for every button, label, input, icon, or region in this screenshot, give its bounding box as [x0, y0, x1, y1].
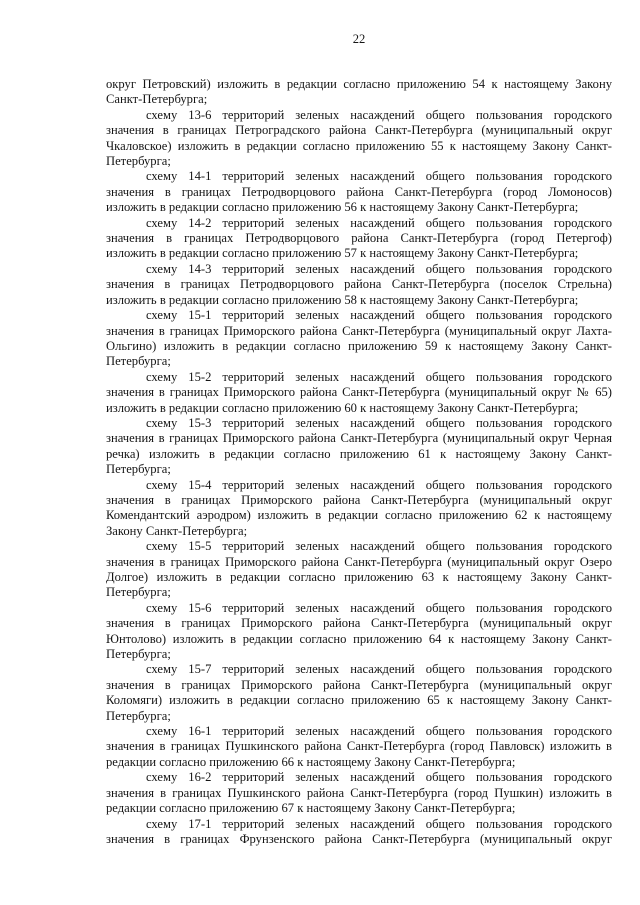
- page-number: 22: [352, 32, 366, 46]
- paragraph: [106, 416, 612, 478]
- paragraph: [106, 169, 612, 215]
- text-line: Петербурга;: [106, 708, 171, 723]
- paragraph: [106, 262, 612, 308]
- paragraph: [106, 770, 612, 816]
- text-line: значения в границах Приморского района Санкт-Петербурга (муниципальный округ: [106, 677, 612, 692]
- text-line: схему 15-7 территорий зеленых насаждений общего пользования городского: [146, 662, 612, 677]
- paragraph: [106, 601, 612, 663]
- text-line: схему 13-6 территорий зеленых насаждений общего пользования городского: [146, 107, 612, 122]
- paragraph: [106, 308, 612, 370]
- text-line: Закону Санкт-Петербурга;: [106, 523, 248, 538]
- paragraph: [106, 817, 612, 848]
- paragraph: [106, 77, 612, 108]
- text-line: Коломяги) изложить в редакции согласно приложению 65 к настоящему Закону Санкт-: [106, 693, 612, 708]
- text-line: речка) изложить в редакции согласно приложению 61 к настоящему Закону Санкт-: [106, 446, 612, 461]
- text-line: схему 15-6 территорий зеленых насаждений общего пользования городского: [146, 600, 612, 615]
- text-line: редакции согласно приложению 66 к настоящему Закону Санкт-Петербурга;: [106, 754, 516, 769]
- paragraph: [106, 216, 612, 262]
- text-line: Петербурга;: [106, 354, 171, 369]
- paragraph: [106, 539, 612, 601]
- text-line: значения в границах Фрунзенского района Санкт-Петербурга (муниципальный округ: [106, 831, 612, 846]
- text-line: значения в границах Приморского района Санкт-Петербурга (муниципальный округ Озеро: [106, 554, 612, 569]
- text-line: Ольгино) изложить в редакции согласно приложению 59 к настоящему Закону Санкт-: [106, 338, 612, 353]
- text-line: значения в границах Пушкинского района Санкт-Петербурга (город Павловск) изложить в: [106, 739, 612, 754]
- text-line: схему 14-3 территорий зеленых насаждений общего пользования городского: [146, 261, 612, 276]
- text-line: значения в границах Петродворцового района Санкт-Петербурга (город Петергоф): [106, 231, 612, 246]
- text-line: изложить в редакции согласно приложению 56 к настоящему Закону Санкт-Петербурга;: [106, 200, 579, 215]
- paragraph: [106, 724, 612, 770]
- text-line: схему 16-2 территорий зеленых насаждений общего пользования городского: [146, 770, 612, 785]
- text-line: схему 17-1 территорий зеленых насаждений общего пользования городского: [146, 816, 612, 831]
- text-line: Юнтолово) изложить в редакции согласно приложению 64 к настоящему Закону Санкт-: [106, 631, 612, 646]
- text-line: изложить в редакции согласно приложению 58 к настоящему Закону Санкт-Петербурга;: [106, 292, 579, 307]
- text-line: значения в границах Петроградского района Санкт-Петербурга (муниципальный округ: [106, 123, 612, 138]
- paragraph: [106, 370, 612, 416]
- text-line: значения в границах Приморского района Санкт-Петербурга (муниципальный округ Черная: [106, 431, 612, 446]
- text-line: Чкаловское) изложить в редакции согласно приложению 55 к настоящему Закону Санкт-: [106, 138, 612, 153]
- text-line: редакции согласно приложению 67 к настоящему Закону Санкт-Петербурга;: [106, 801, 516, 816]
- text-line: схему 16-1 территорий зеленых насаждений общего пользования городского: [146, 724, 612, 739]
- text-line: Петербурга;: [106, 585, 171, 600]
- text-line: значения в границах Приморского района Санкт-Петербурга (муниципальный округ: [106, 492, 612, 507]
- text-line: схему 15-4 территорий зеленых насаждений общего пользования городского: [146, 477, 612, 492]
- paragraph: [106, 108, 612, 170]
- text-line: схему 15-1 территорий зеленых насаждений общего пользования городского: [146, 308, 612, 323]
- text-line: изложить в редакции согласно приложению 60 к настоящему Закону Санкт-Петербурга;: [106, 400, 579, 415]
- text-line: Петербурга;: [106, 462, 171, 477]
- text-line: округ Петровский) изложить в редакции согласно приложению 54 к настоящему Закону: [106, 77, 612, 91]
- text-line: значения в границах Приморского района Санкт-Петербурга (муниципальный округ № 65): [106, 385, 612, 400]
- text-line: изложить в редакции согласно приложению 57 к настоящему Закону Санкт-Петербурга;: [106, 246, 579, 261]
- text-line: схему 14-2 территорий зеленых насаждений общего пользования городского: [146, 215, 612, 230]
- text-line: Комендантский аэродром) изложить в редакции согласно приложению 62 к настоящему: [106, 508, 612, 523]
- text-line: схему 15-5 территорий зеленых насаждений общего пользования городского: [146, 539, 612, 554]
- text-line: Санкт-Петербурга;: [106, 92, 208, 107]
- paragraph: [106, 478, 612, 540]
- text-line: значения в границах Приморского района Санкт-Петербурга (муниципальный округ Лахта-: [106, 323, 612, 338]
- text-line: значения в границах Петродворцового района Санкт-Петербурга (поселок Стрельна): [106, 277, 612, 292]
- paragraph: [106, 662, 612, 724]
- text-line: Петербурга;: [106, 154, 171, 169]
- text-line: Петербурга;: [106, 647, 171, 662]
- text-line: значения в границах Петродворцового района Санкт-Петербурга (город Ломоносов): [106, 184, 612, 199]
- document-body: [106, 77, 612, 847]
- text-line: схему 15-3 территорий зеленых насаждений общего пользования городского: [146, 415, 612, 430]
- text-line: значения в границах Приморского района Санкт-Петербурга (муниципальный округ: [106, 616, 612, 631]
- text-line: значения в границах Пушкинского района Санкт-Петербурга (город Пушкин) изложить в: [106, 785, 612, 800]
- text-line: схему 15-2 территорий зеленых насаждений общего пользования городского: [146, 369, 612, 384]
- text-line: схему 14-1 территорий зеленых насаждений общего пользования городского: [146, 169, 612, 184]
- text-line: Долгое) изложить в редакции согласно приложению 63 к настоящему Закону Санкт-: [106, 570, 612, 584]
